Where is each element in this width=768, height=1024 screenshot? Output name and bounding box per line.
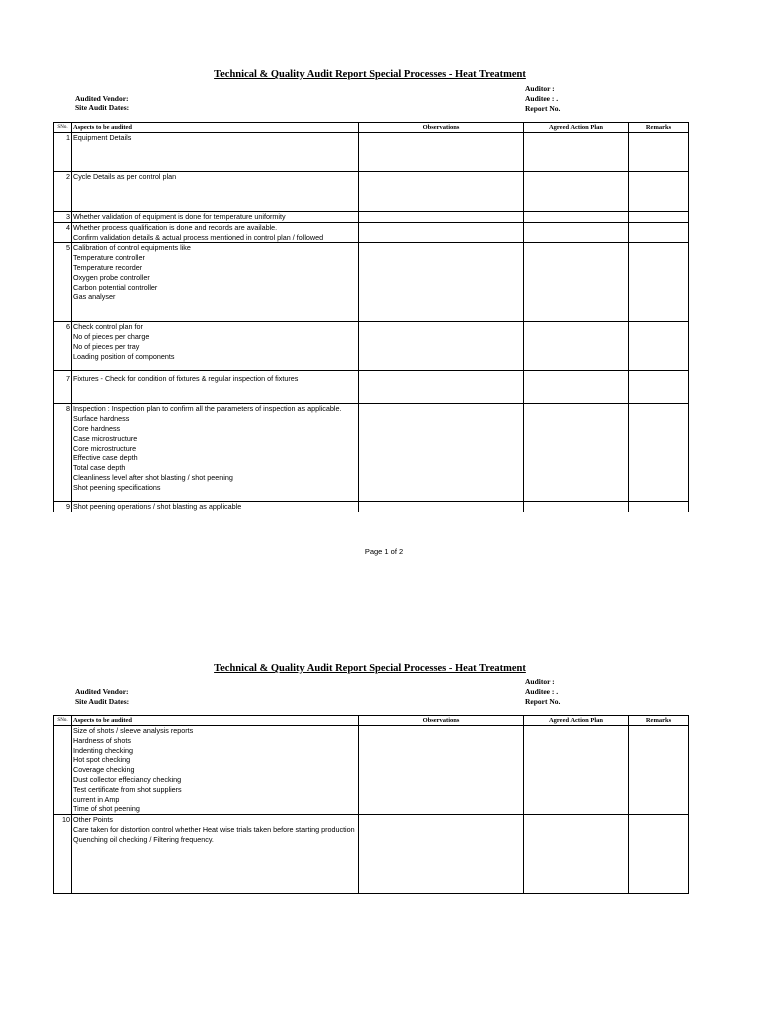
aspect-text: Loading position of components <box>73 351 175 361</box>
aspect-text: Care taken for distortion control whether Heat wise trials taken before starting production <box>73 824 355 834</box>
aspect-text: Calibration of control equipments like <box>73 243 191 253</box>
action-plan-cell[interactable] <box>524 212 629 223</box>
observation-cell[interactable] <box>359 172 524 212</box>
aspect-text: Shot peening specifications <box>73 482 161 492</box>
table-row <box>54 172 689 212</box>
aspect-text: Temperature controller <box>73 253 145 263</box>
row-number: 8 <box>54 404 72 502</box>
row-number: 5 <box>54 243 72 322</box>
aspect-cell <box>72 815 359 894</box>
aspect-text: Hot spot checking <box>73 755 131 765</box>
aspect-text: Time of shot peening <box>73 804 140 814</box>
aspect-text: Quenching oil checking / Filtering frequency. <box>73 834 214 844</box>
audited-vendor-label: Audited Vendor: <box>75 687 129 696</box>
col-observations-header: Observations <box>359 716 524 726</box>
aspect-cell <box>72 172 359 212</box>
col-action-plan-header: Agreed Action Plan <box>524 123 629 133</box>
aspect-text: Dust collector effeciancy checking <box>73 774 182 784</box>
col-action-plan-header: Agreed Action Plan <box>524 716 629 726</box>
audited-vendor-label: Audited Vendor: <box>75 94 129 103</box>
table-header-row <box>54 123 689 133</box>
observation-cell[interactable] <box>359 726 524 815</box>
site-audit-dates-label: Site Audit Dates: <box>75 103 130 112</box>
remarks-cell[interactable] <box>629 212 689 223</box>
observation-cell[interactable] <box>359 815 524 894</box>
aspect-text: Indenting checking <box>73 745 133 755</box>
table-row <box>54 502 689 512</box>
row-number: 7 <box>54 371 72 404</box>
row-number: 1 <box>54 133 72 172</box>
aspect-cell <box>72 726 359 815</box>
col-aspects-header: Aspects to be audited <box>72 716 359 726</box>
remarks-cell[interactable] <box>629 502 689 512</box>
table-row <box>54 815 689 894</box>
table-row <box>54 726 689 815</box>
remarks-cell[interactable] <box>629 815 689 894</box>
remarks-cell[interactable] <box>629 404 689 502</box>
observation-cell[interactable] <box>359 212 524 223</box>
aspect-text: Check control plan for <box>73 322 143 332</box>
action-plan-cell[interactable] <box>524 502 629 512</box>
report-no-label: Report No. <box>525 697 561 706</box>
aspect-text: Total case depth <box>73 463 126 473</box>
row-number <box>54 726 72 815</box>
action-plan-cell[interactable] <box>524 726 629 815</box>
col-remarks-header: Remarks <box>629 123 689 133</box>
aspect-text: Core hardness <box>73 423 121 433</box>
row-number: 4 <box>54 222 72 243</box>
aspect-cell <box>72 322 359 371</box>
table-row <box>54 404 689 502</box>
aspect-text: Effective case depth <box>73 453 138 463</box>
table-header-row <box>54 716 689 726</box>
aspect-text: Test certificate from shot suppliers <box>73 784 182 794</box>
action-plan-cell[interactable] <box>524 815 629 894</box>
aspect-text: No of pieces per tray <box>73 341 140 351</box>
aspect-text: Hardness of shots <box>73 735 131 745</box>
aspect-text: Surface hardness <box>73 414 130 424</box>
aspect-text: Other Points <box>73 815 113 825</box>
action-plan-cell[interactable] <box>524 371 629 404</box>
report-title: Technical & Quality Audit Report Special Processes - Heat Treatment <box>214 69 526 80</box>
aspect-text: Inspection : Inspection plan to confirm all the parameters of inspection as applicable. <box>73 404 342 414</box>
col-aspects-header: Aspects to be audited <box>72 123 359 133</box>
auditor-label: Auditor : <box>525 677 555 686</box>
col-sno-header: SNo. <box>54 716 72 726</box>
site-audit-dates-label: Site Audit Dates: <box>75 697 130 706</box>
auditor-label: Auditor : <box>525 84 555 93</box>
aspect-text: Temperature recorder <box>73 262 143 272</box>
aspect-text: Confirm validation details & actual process mentioned in control plan / followed <box>73 232 324 242</box>
aspect-cell <box>72 133 359 172</box>
remarks-cell[interactable] <box>629 726 689 815</box>
aspect-text: Whether process qualification is done and records are available. <box>73 222 278 232</box>
col-observations-header: Observations <box>359 123 524 133</box>
observation-cell[interactable] <box>359 243 524 322</box>
aspect-cell <box>72 212 359 223</box>
table-row <box>54 133 689 172</box>
table-row <box>54 212 689 223</box>
table-row <box>54 243 689 322</box>
audit-table-page-2 <box>53 715 689 894</box>
aspect-text: Shot peening operations / shot blasting as applicable <box>73 502 242 512</box>
observation-cell[interactable] <box>359 222 524 243</box>
observation-cell[interactable] <box>359 322 524 371</box>
audit-table-page-1 <box>53 122 689 512</box>
observation-cell[interactable] <box>359 404 524 502</box>
row-number: 9 <box>54 502 72 512</box>
row-number: 3 <box>54 212 72 223</box>
report-title: Technical & Quality Audit Report Special Processes - Heat Treatment <box>214 663 526 674</box>
remarks-cell[interactable] <box>629 222 689 243</box>
aspect-text: Gas analyser <box>73 292 116 302</box>
aspect-text: Case microstructure <box>73 433 138 443</box>
aspect-text: Fixtures - Check for condition of fixtures & regular inspection of fixtures <box>73 374 299 384</box>
action-plan-cell[interactable] <box>524 133 629 172</box>
action-plan-cell[interactable] <box>524 404 629 502</box>
aspect-text: Cleanliness level after shot blasting / shot peening <box>73 472 233 482</box>
aspect-text: Carbon potential controller <box>73 282 158 292</box>
aspect-cell <box>72 371 359 404</box>
action-plan-cell[interactable] <box>524 222 629 243</box>
observation-cell[interactable] <box>359 502 524 512</box>
action-plan-cell[interactable] <box>524 243 629 322</box>
aspect-text: Coverage checking <box>73 765 135 775</box>
aspect-text: current in Amp <box>73 794 120 804</box>
col-remarks-header: Remarks <box>629 716 689 726</box>
page-number: Page 1 of 2 <box>364 547 404 556</box>
table-row <box>54 322 689 371</box>
remarks-cell[interactable] <box>629 322 689 371</box>
table-row <box>54 222 689 243</box>
observation-cell[interactable] <box>359 133 524 172</box>
action-plan-cell[interactable] <box>524 322 629 371</box>
aspect-text: Oxygen probe controller <box>73 272 150 282</box>
auditee-label: Auditee : . <box>525 687 559 696</box>
aspect-text: Equipment Details <box>73 133 132 142</box>
row-number: 2 <box>54 172 72 212</box>
aspect-text: Core microstructure <box>73 443 137 453</box>
aspect-cell <box>72 243 359 322</box>
remarks-cell[interactable] <box>629 371 689 404</box>
aspect-text: No of pieces per charge <box>73 332 150 342</box>
aspect-text: Cycle Details as per control plan <box>73 172 177 181</box>
aspect-cell <box>72 404 359 502</box>
aspect-cell <box>72 222 359 243</box>
aspect-text: Size of shots / sleeve analysis reports <box>73 726 194 735</box>
remarks-cell[interactable] <box>629 133 689 172</box>
aspect-text: Whether validation of equipment is done for temperature uniformity <box>73 212 286 221</box>
aspect-cell <box>72 502 359 512</box>
remarks-cell[interactable] <box>629 172 689 212</box>
row-number: 10 <box>54 815 72 894</box>
col-sno-header: SNo. <box>54 123 72 133</box>
table-row <box>54 371 689 404</box>
row-number: 6 <box>54 322 72 371</box>
auditee-label: Auditee : . <box>525 94 559 103</box>
action-plan-cell[interactable] <box>524 172 629 212</box>
report-no-label: Report No. <box>525 104 561 113</box>
observation-cell[interactable] <box>359 371 524 404</box>
remarks-cell[interactable] <box>629 243 689 322</box>
